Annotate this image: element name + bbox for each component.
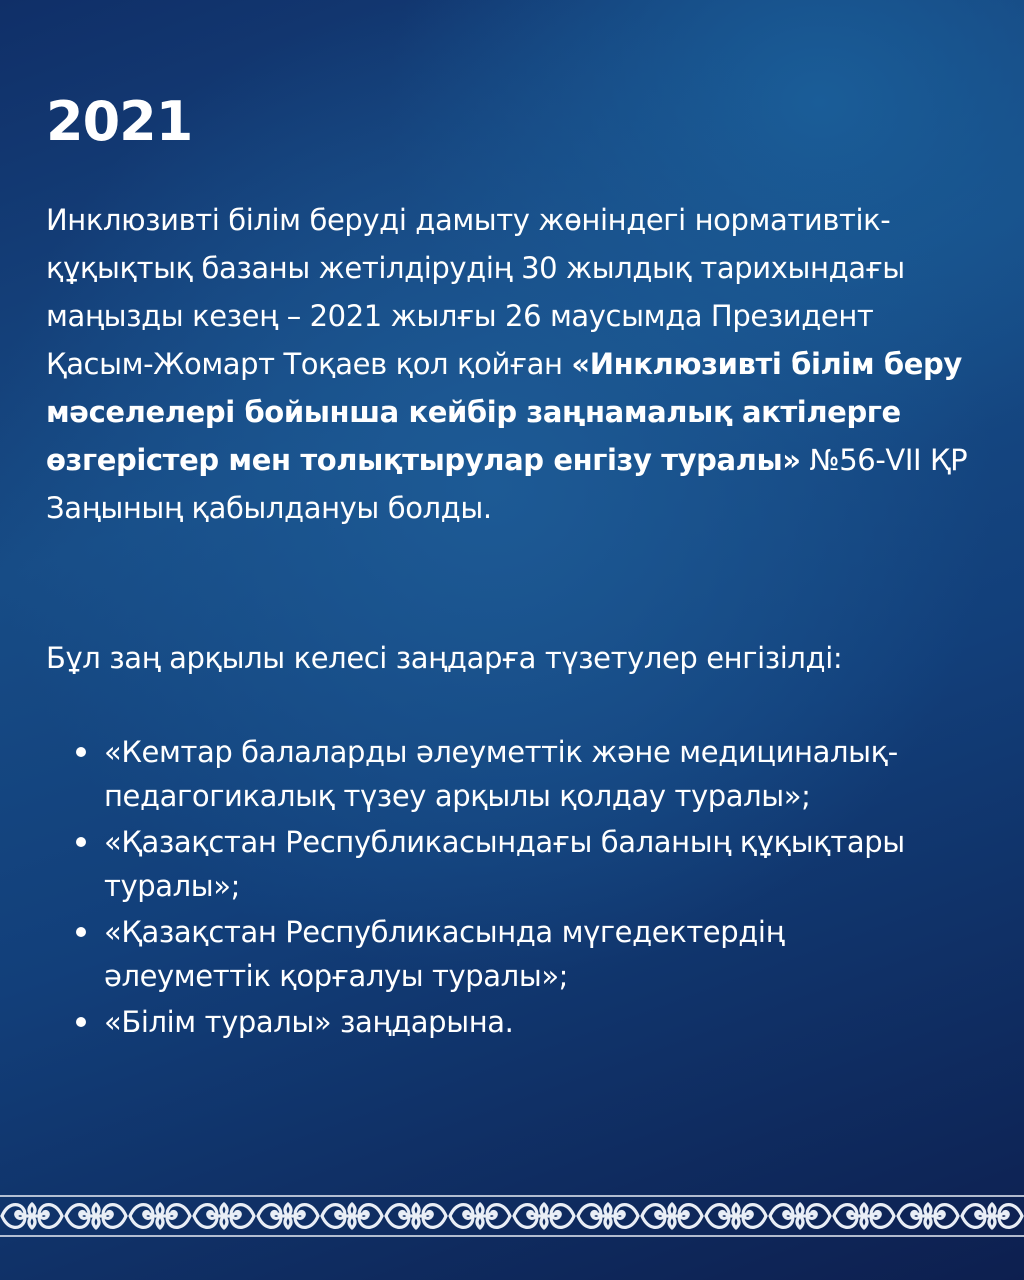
list-item-text: «Қазақстан Республикасында мүгедектердің әлеуметтік қорғалуы туралы»; xyxy=(104,915,785,993)
amendments-lead: Бұл заң арқылы келесі заңдарға түзетулер енгізілді: xyxy=(46,641,843,675)
bullet-icon xyxy=(76,747,86,757)
year-heading: 2021 xyxy=(46,90,193,153)
intro-paragraph xyxy=(46,196,986,532)
law-title-bold: «Инклюзивті білім беру мәселелері бойынша кейбір заңнамалық актілерге өзгерістер мен толықтырулар енгізу туралы» xyxy=(46,347,962,477)
list-item xyxy=(46,730,946,818)
bullet-icon xyxy=(76,1017,86,1027)
list-item xyxy=(46,820,946,908)
kazakh-ornament-border-icon xyxy=(0,1194,1024,1238)
list-item-text: «Білім туралы» заңдарына. xyxy=(104,1005,514,1039)
list-item xyxy=(46,910,946,998)
list-item xyxy=(46,1000,946,1044)
intro-text-start: Инклюзивті білім беруді дамыту жөніндегі нормативтік-құқықтық базаны жетілдірудің 30 жылдық тарихындағы маңызды кезең – 2021 жылғы 26 маусымда Президент Қасым-Жомарт Тоқаев қол қойған xyxy=(46,203,905,381)
list-item-text: «Қазақстан Республикасындағы баланың құқықтары туралы»; xyxy=(104,825,905,903)
list-item-text: «Кемтар балаларды әлеуметтік және медициналық-педагогикалық түзеу арқылы қолдау туралы»; xyxy=(104,735,898,813)
bullet-icon xyxy=(76,927,86,937)
intro-text-end: №56-VII ҚР Заңының қабылдануы болды. xyxy=(46,443,968,525)
bullet-icon xyxy=(76,837,86,847)
amended-laws-list xyxy=(46,730,946,1046)
